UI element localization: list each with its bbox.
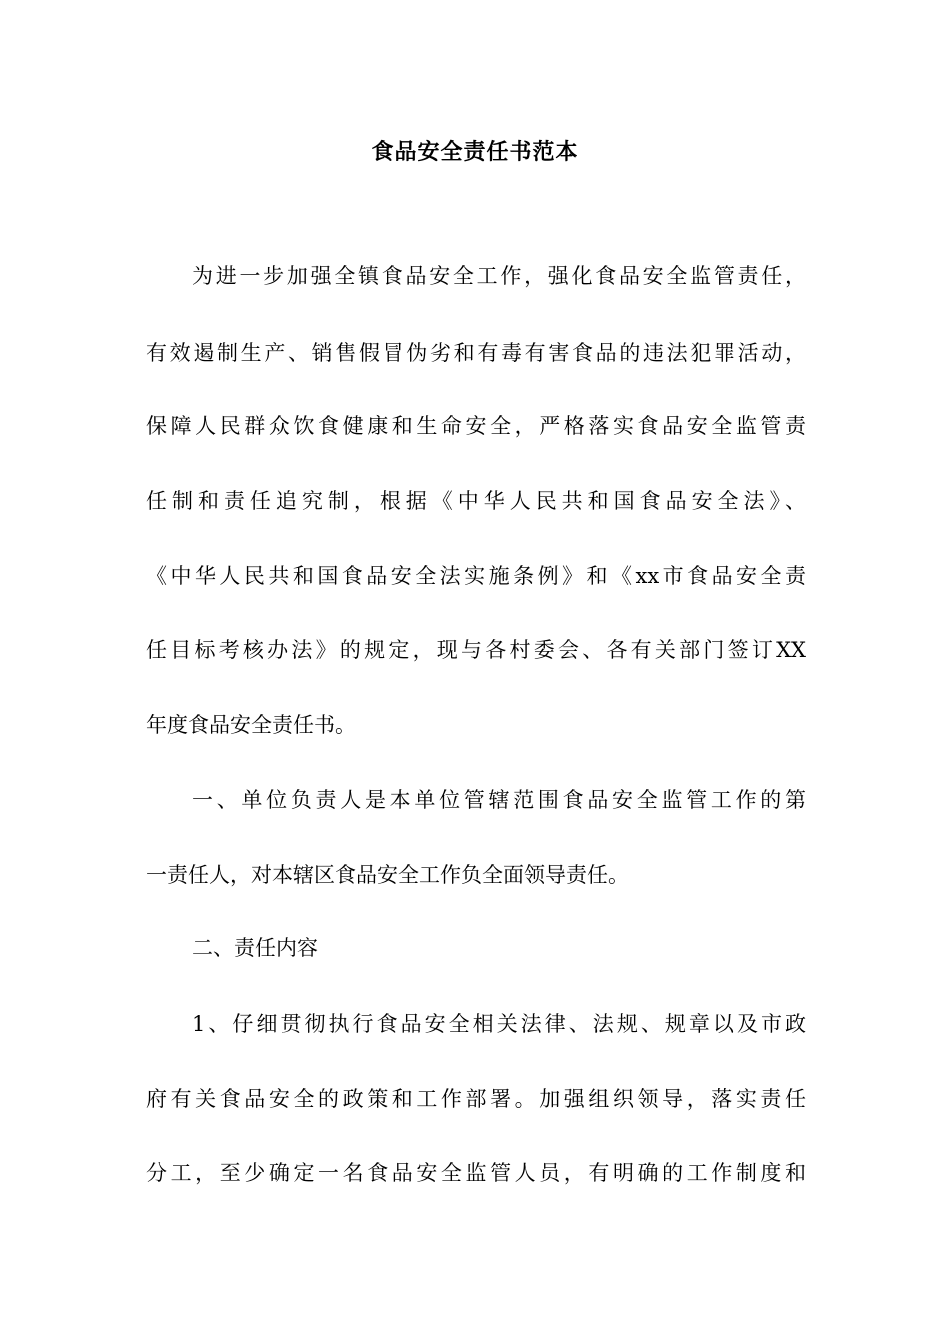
paragraph-line: 任目标考核办法》的规定，现与各村委会、各有关部门签订XX [146,638,806,662]
paragraph-line: 有效遏制生产、销售假冒伪劣和有毒有害食品的违法犯罪活动， [146,341,806,365]
section-heading: 二、责任内容 [192,936,318,960]
paragraph-line: 保障人民群众饮食健康和生命安全，严格落实食品安全监管责 [146,414,806,438]
paragraph-line: 1、仔细贯彻执行食品安全相关法律、法规、规章以及市政 [192,1012,806,1036]
paragraph-line: 年度食品安全责任书。 [146,713,356,737]
paragraph-line: 《中华人民共和国食品安全法实施条例》和《xx市食品安全责 [146,564,806,588]
paragraph-line: 为进一步加强全镇食品安全工作，强化食品安全监管责任， [192,264,806,288]
paragraph-line: 一责任人，对本辖区食品安全工作负全面领导责任。 [146,863,629,887]
paragraph-line: 府有关食品安全的政策和工作部署。加强组织领导，落实责任 [146,1087,806,1111]
paragraph-line: 分工，至少确定一名食品安全监管人员，有明确的工作制度和 [146,1161,806,1185]
paragraph-line: 任制和责任追究制，根据《中华人民共和国食品安全法》、 [146,489,806,513]
paragraph-line: 一、单位负责人是本单位管辖范围食品安全监管工作的第 [192,788,806,812]
document-title: 食品安全责任书范本 [371,139,579,165]
